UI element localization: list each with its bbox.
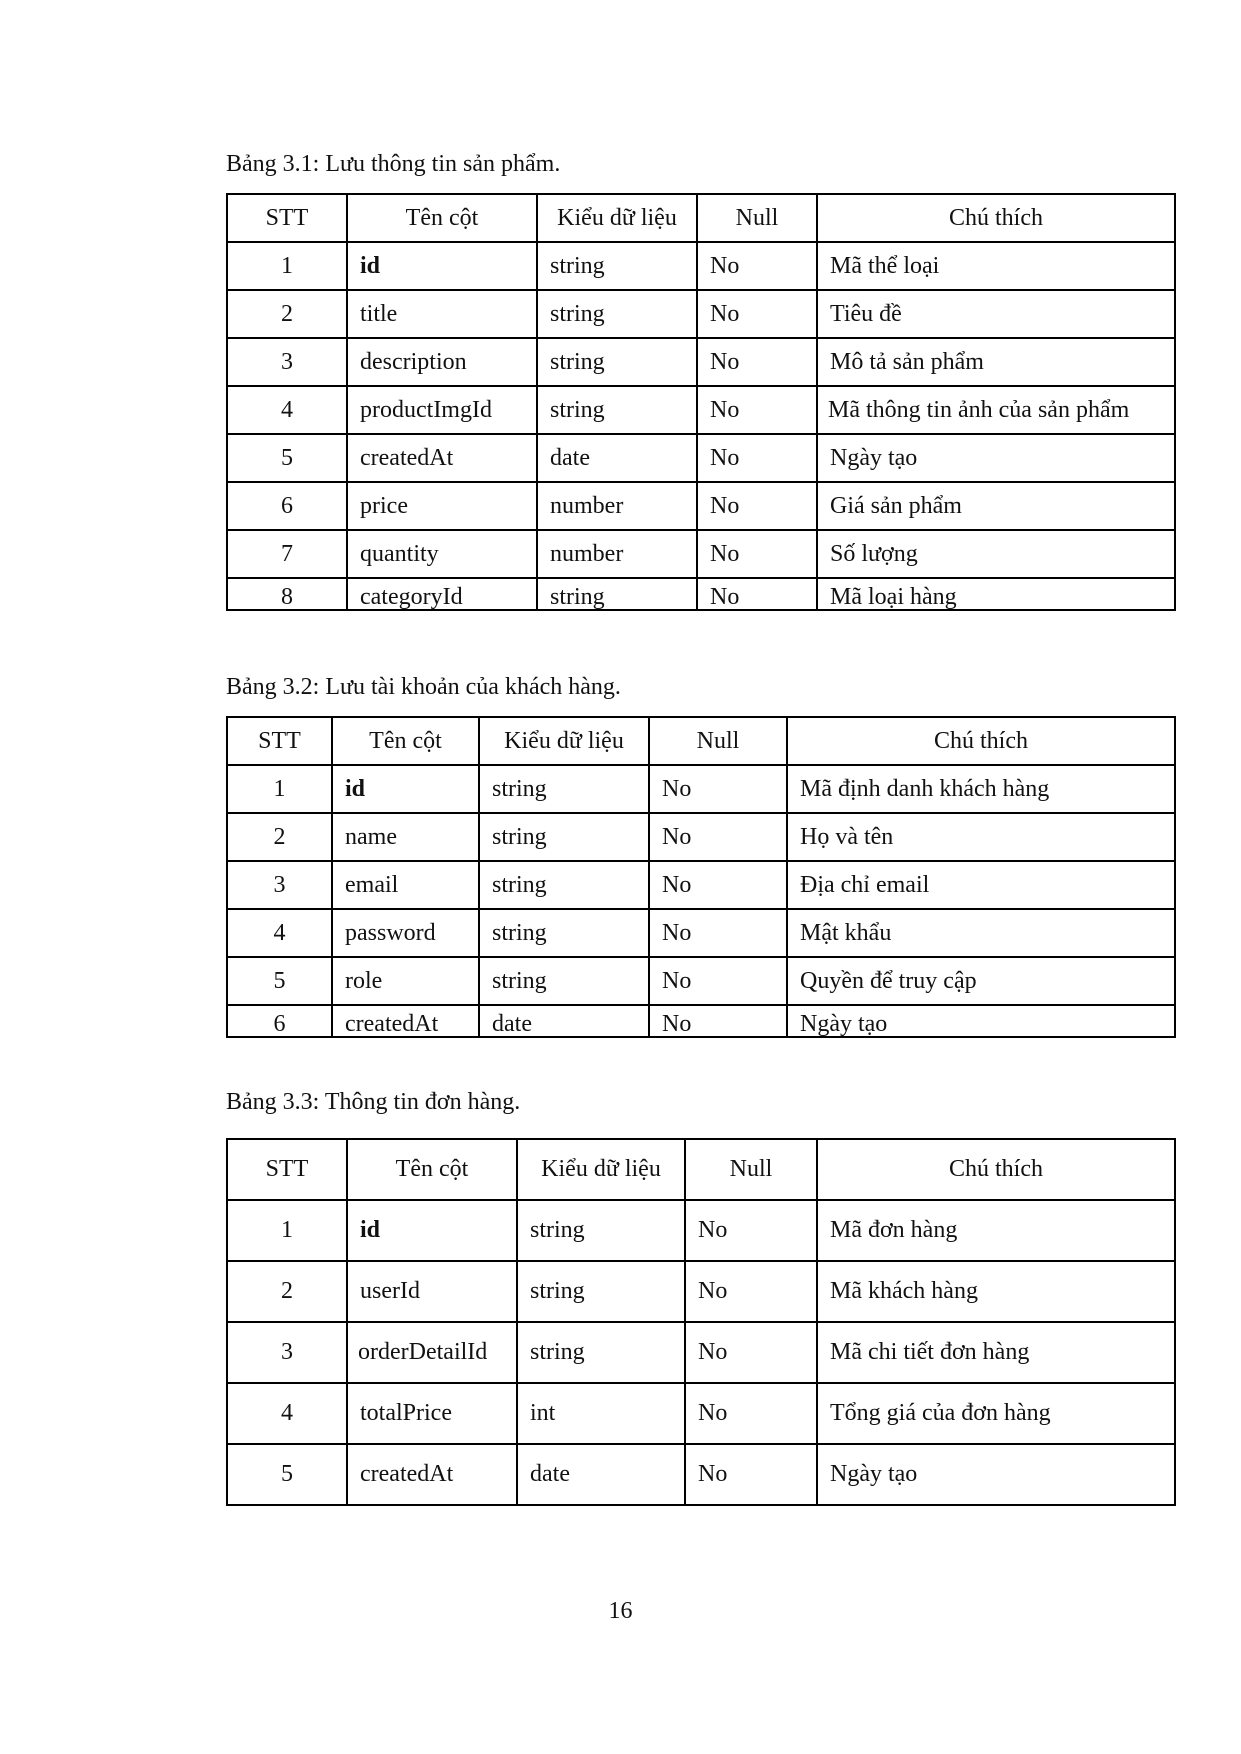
table-cell: Mật khẩu (787, 909, 1175, 957)
table-row (227, 1383, 1175, 1444)
table-row (227, 1322, 1175, 1383)
table-cell: 4 (227, 909, 332, 957)
table-cell: No (697, 386, 817, 434)
table-row (227, 1444, 1175, 1505)
header-cell: Null (697, 194, 817, 242)
table-cell: Quyền để truy cập (787, 957, 1175, 1005)
table-cell: totalPrice (347, 1383, 517, 1444)
table-caption: Bảng 3.2: Lưu tài khoản của khách hàng. (226, 674, 621, 700)
table-cell: Mã thông tin ảnh của sản phẩm (817, 386, 1175, 434)
table-cell: Mã loại hàng (817, 578, 1175, 610)
table-cell: Giá sản phẩm (817, 482, 1175, 530)
table-cell: date (537, 434, 697, 482)
header-cell: Null (685, 1139, 817, 1200)
table-cell: 1 (227, 242, 347, 290)
header-cell: Chú thích (787, 717, 1175, 765)
table-caption: Bảng 3.3: Thông tin đơn hàng. (226, 1089, 521, 1115)
table-cell: string (517, 1200, 685, 1261)
table-cell: 4 (227, 1383, 347, 1444)
header-cell: STT (227, 717, 332, 765)
table-cell: 8 (227, 578, 347, 610)
table-cell: Mã chi tiết đơn hàng (817, 1322, 1175, 1383)
table-cell: 5 (227, 1444, 347, 1505)
table-cell: id (347, 1200, 517, 1261)
table-cell: No (649, 909, 787, 957)
table-cell: string (479, 909, 649, 957)
table-row (227, 386, 1175, 434)
table-cell: name (332, 813, 479, 861)
table-cell: string (479, 861, 649, 909)
table-cell: 1 (227, 1200, 347, 1261)
page-number: 16 (608, 1598, 633, 1624)
table-row (227, 765, 1175, 813)
table-cell: id (332, 765, 479, 813)
table-cell: Ngày tạo (817, 434, 1175, 482)
table-cell: 4 (227, 386, 347, 434)
header-cell: Tên cột (347, 194, 537, 242)
table-cell: 5 (227, 434, 347, 482)
table-row (227, 1261, 1175, 1322)
table-header-row (227, 194, 1175, 242)
table-cell: No (697, 338, 817, 386)
header-cell: STT (227, 1139, 347, 1200)
table-row (227, 861, 1175, 909)
table-cell: createdAt (332, 1005, 479, 1037)
table-cell: string (537, 338, 697, 386)
table-row (227, 482, 1175, 530)
table-cell: 2 (227, 290, 347, 338)
table-cell: 3 (227, 861, 332, 909)
table-cell: No (649, 861, 787, 909)
table-cell: No (685, 1444, 817, 1505)
table-cell: No (685, 1200, 817, 1261)
table-cell: password (332, 909, 479, 957)
table-header-row (227, 1139, 1175, 1200)
header-cell: Null (649, 717, 787, 765)
table-cell: productImgId (347, 386, 537, 434)
table-cell: 7 (227, 530, 347, 578)
table-cell: No (649, 957, 787, 1005)
table-cell: No (685, 1261, 817, 1322)
table-row (227, 290, 1175, 338)
header-cell: Tên cột (332, 717, 479, 765)
table-caption: Bảng 3.1: Lưu thông tin sản phẩm. (226, 151, 561, 177)
table-cell: No (649, 765, 787, 813)
table-cell: Địa chỉ email (787, 861, 1175, 909)
table-row (227, 530, 1175, 578)
table-cell: number (537, 530, 697, 578)
table-cell: No (697, 434, 817, 482)
table-cell: string (537, 242, 697, 290)
table-row (227, 1200, 1175, 1261)
table-cell: No (697, 530, 817, 578)
table-cell: description (347, 338, 537, 386)
table-cell: Họ và tên (787, 813, 1175, 861)
table-cell: No (697, 242, 817, 290)
table-cell: No (649, 813, 787, 861)
table-cell: No (685, 1383, 817, 1444)
table-cell: Mã thể loại (817, 242, 1175, 290)
header-cell: Chú thích (817, 1139, 1175, 1200)
table-cell: email (332, 861, 479, 909)
table-cell: createdAt (347, 434, 537, 482)
table-cell: categoryId (347, 578, 537, 610)
table-cell: number (537, 482, 697, 530)
table-cell: role (332, 957, 479, 1005)
table-cell: id (347, 242, 537, 290)
table-cell: 1 (227, 765, 332, 813)
table-cell: 6 (227, 1005, 332, 1037)
table-cell: Ngày tạo (817, 1444, 1175, 1505)
table-row (227, 909, 1175, 957)
table-cell: quantity (347, 530, 537, 578)
table-header-row (227, 717, 1175, 765)
table-cell: Tổng giá của đơn hàng (817, 1383, 1175, 1444)
table-cell: Mô tả sản phẩm (817, 338, 1175, 386)
table-cell: price (347, 482, 537, 530)
table-cell: 2 (227, 813, 332, 861)
table-cell: orderDetailId (347, 1322, 517, 1383)
table-cell: string (537, 578, 697, 610)
table-cell: userId (347, 1261, 517, 1322)
table-cell: No (685, 1322, 817, 1383)
table-cell: Ngày tạo (787, 1005, 1175, 1037)
table-cell: title (347, 290, 537, 338)
table-cell: string (479, 813, 649, 861)
table-row (227, 242, 1175, 290)
table-cell: No (697, 578, 817, 610)
header-cell: Tên cột (347, 1139, 517, 1200)
header-cell: Kiểu dữ liệu (517, 1139, 685, 1200)
table-cell: 3 (227, 1322, 347, 1383)
table-cell: date (517, 1444, 685, 1505)
table-cell: int (517, 1383, 685, 1444)
table-row (227, 813, 1175, 861)
table-row (227, 338, 1175, 386)
table-cell: createdAt (347, 1444, 517, 1505)
table-cell: Tiêu đề (817, 290, 1175, 338)
table-cell: Mã định danh khách hàng (787, 765, 1175, 813)
header-cell: STT (227, 194, 347, 242)
table-row (227, 1005, 1175, 1037)
table-cell: string (517, 1261, 685, 1322)
table-orders (226, 1138, 1176, 1506)
table-row (227, 434, 1175, 482)
table-cell: string (479, 957, 649, 1005)
table-cell: Mã đơn hàng (817, 1200, 1175, 1261)
table-cell: No (649, 1005, 787, 1037)
table-cell: string (537, 290, 697, 338)
table-cell: string (517, 1322, 685, 1383)
table-row (227, 957, 1175, 1005)
table-products (226, 193, 1176, 611)
table-cell: No (697, 482, 817, 530)
table-cell: date (479, 1005, 649, 1037)
table-cell: 3 (227, 338, 347, 386)
header-cell: Kiểu dữ liệu (537, 194, 697, 242)
table-cell: 2 (227, 1261, 347, 1322)
header-cell: Chú thích (817, 194, 1175, 242)
table-cell: 5 (227, 957, 332, 1005)
header-cell: Kiểu dữ liệu (479, 717, 649, 765)
table-accounts (226, 716, 1176, 1038)
table-cell: string (479, 765, 649, 813)
table-cell: Mã khách hàng (817, 1261, 1175, 1322)
table-row (227, 578, 1175, 610)
table-cell: string (537, 386, 697, 434)
table-cell: Số lượng (817, 530, 1175, 578)
table-cell: No (697, 290, 817, 338)
table-cell: 6 (227, 482, 347, 530)
